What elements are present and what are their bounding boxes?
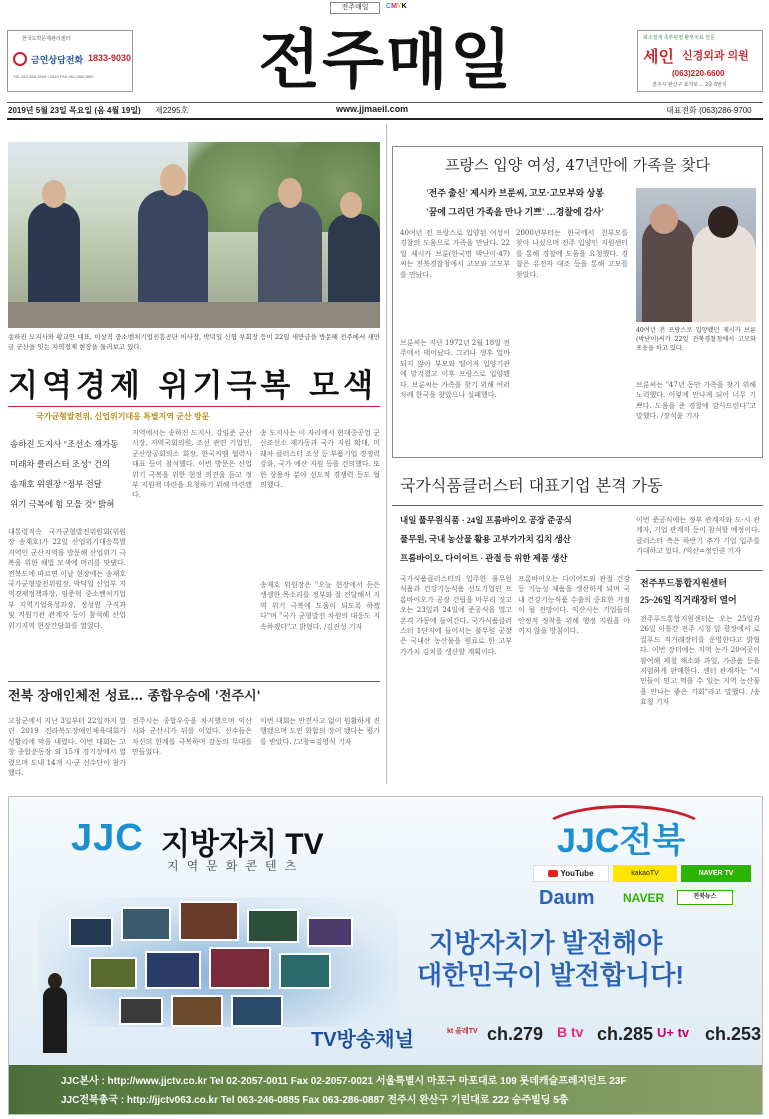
ad-footer-line-1[interactable]: JJC본사 : http://www.jjctv.co.kr Tel 02-2057-0011 Fax 02-2057-0021 서울특별시 마포구 마포대로 109 롯데캐슬프레지던트 23F: [61, 1076, 627, 1087]
website[interactable]: www.jjmaeil.com: [336, 104, 409, 114]
channel-kt-name: kt 올레TV: [447, 1028, 478, 1035]
top-tag: 전주매일: [330, 2, 380, 14]
ad-brand: JJC: [71, 817, 144, 859]
lead-body-3: 송 도지사는 이 자리에서 현대중공업 군산조선소 재가동과 국가 지원 확대, 미래차 클러스터 조성 등 부품기업 경쟁력 강화, 국가 예산 지원 등을 건의했다. 또한 상용차 분야 선도적 경쟁력 등도 협의했다.: [260, 429, 380, 490]
lead-subhead-3: 송재호 위원장 "정부 전달: [10, 479, 102, 489]
right-ad-address: 전주시 완산구 효자로 ... 2층 6번지: [652, 82, 727, 88]
lead-kicker: 국가균형발전위, 신업위기대응 특별지역 군산 방문: [36, 412, 210, 421]
lead-subhead-4: 위기 극복에 힘 모을 것" 밝혀: [10, 499, 115, 509]
right-ad-name: 세인: [643, 49, 674, 66]
right-ad-top: 최소절개 족부관절 환부치료 전문: [643, 35, 715, 41]
lead-subhead-2: 미래차 클러스터 조성" 건의: [10, 459, 111, 469]
presenter-figure: [39, 973, 71, 1053]
left-ad-label: 금연상담전화: [31, 55, 84, 65]
channel-kt[interactable]: [447, 1021, 547, 1051]
ad-footer-line-2[interactable]: JJC전북총국 : http://jjctv063.co.kr Tel 063-246-0885 Fax 063-286-0887 전주시 완산구 기린대로 222 승주빌딩 5층: [61, 1095, 569, 1106]
ad-channel-label: TV방송채널: [311, 1029, 414, 1051]
lead-kicker-rule: [8, 406, 380, 407]
channel-uplus-num: ch.253: [705, 1024, 762, 1044]
color-marks: CMYK: [386, 3, 407, 10]
food-rule: [392, 505, 763, 506]
ad-subtitle: 지역문화콘텐츠: [167, 859, 305, 873]
france-sub-1: '전주 출신' 제시카 브룬씨, 고모·고모부와 상봉: [426, 188, 604, 198]
platform-youtube[interactable]: YouTube: [533, 865, 609, 882]
left-ad[interactable]: [7, 30, 133, 92]
second-body-1: 고창군에서 지난 3일부터 22일까지 열린 2019 전라북도장애인체육대회가 성황리에 막을 내렸다. 이번 대회는 고창 종합운동장 외 15개 경기장에서 열렸으며 도내 14개 시·군 선수단이 참가했다.: [8, 717, 126, 778]
france-sub-2: '꿈에 그리던 가족을 만나 기쁘' …경찰에 감사': [426, 207, 604, 217]
date-bar-top-rule: [7, 102, 763, 103]
platform-naver[interactable]: NAVER: [623, 891, 665, 905]
food-body-3: 이번 준공식에는 정부 관계자와 도·시 관계자, 기업 관계자 등이 참석할 예정이다. 클러스터 측은 하반기 추가 기업 입주를 기대하고 있다. /익산=정인권 기자: [636, 516, 760, 556]
channel-kt-num: ch.279: [487, 1024, 544, 1044]
food-sub-1: 내일 풀무원식품 · 24일 프롬바이오 공장 준공식: [400, 515, 572, 525]
lead-subheads: [10, 434, 119, 514]
france-headline[interactable]: 프랑스 입양 여성, 47년만에 가족을 찾다: [444, 156, 711, 174]
right-ad-phone: (063)220-6600: [672, 69, 725, 78]
channel-uplus-name: U+ tv: [657, 1025, 690, 1040]
masthead-title[interactable]: 전주매일: [258, 24, 514, 98]
platform-jeonbuk-news[interactable]: 전북뉴스: [677, 890, 733, 905]
france-body-4: 브룬씨는 "47년 동안 가족을 찾기 위해 노력했다. 이렇게 만나게 되어 너무 기쁘다. 도움을 준 경찰에 감사드린다"고 말했다. /장석윤 기자: [636, 381, 756, 421]
france-body-3: 2000년부터는 한국에서 친부모를 찾아 나섰으며 전주 입양인 지원센터를 통해 경찰에 도움을 요청했다. 경찰은 유전자 대조 등을 통해 고모를 찾았다.: [516, 229, 628, 279]
lead-body-4: 송재호 위원장은 "오늘 현장에서 듣은 생생한 목소리를 정부와 잘 전달해서 지역 위기 극복에 도움이 되도록 하겠다"며 "국가 균형발전 차원의 대응도 지속하겠다"고 밝혔다. /김진성 기자: [260, 581, 380, 631]
second-headline[interactable]: 전북 장애인체전 성료… 종합우승에 '전주시': [8, 689, 261, 704]
date-bar-bottom-rule: [7, 118, 763, 120]
lead-headline[interactable]: 지역경제 위기극복 모색: [8, 368, 378, 404]
channel-btv-name: B tv: [557, 1024, 584, 1040]
phone: 대표전화 (063)286-9700: [666, 106, 752, 115]
lead-subhead-1: 송하진 도지사 "조선소 재가동: [10, 439, 119, 449]
platform-navertv[interactable]: NAVER TV: [681, 865, 751, 882]
right-ad-sub: 신경외과 의원: [682, 50, 749, 62]
second-body-2: 전주시는 종합우승을 차지했으며 익산시와 군산시가 뒤를 이었다. 선수들은 자신의 한계를 극복하며 감동의 무대를 만들었다.: [132, 717, 252, 757]
lead-photo-caption: 송하진 도지사와 황교안 대표, 이상직 중소벤처기업진흥공단 이사장, 박덕일 신협 부회장 등이 22일 새만금을 방문해 전주에서 새만금 군산을 잇는 지역경제 현장을 둘러보고 있다.: [8, 333, 380, 351]
ad-title: 지방자치 TV: [161, 828, 324, 861]
france-photo: [636, 188, 756, 322]
channel-uplus[interactable]: [657, 1021, 761, 1051]
right-ad[interactable]: [637, 30, 763, 92]
food-body-1: 국가식품클러스터의 입주한 풀무원식품과 건강기능식품 선도기업인 프롬바이오가 공장 건립을 마무리 짓고 오는 23일과 24일에 준공식을 열고 본격 가동에 들어간다. 국가식품클러스터 1단지에 들어서는 풀무원 공장은 국내산 농산물을 원료로 한 고부가가치 김치를 생산할 계획이다.: [400, 575, 512, 656]
lead-photo: [8, 142, 380, 328]
issue-no: 제2295호: [155, 106, 189, 115]
side-headline-1[interactable]: 전주푸드통합지원센터: [640, 578, 727, 588]
platform-kakaotv[interactable]: kakaoTV: [613, 865, 677, 882]
bottom-ad[interactable]: [8, 796, 763, 1115]
lead-body-2: 지역에서는 송하진 도지사, 강임준 군산시장, 지역국회의원, 조선 관련 기업인, 군산상공회의소 회장, 한국지엠 협력사 대표 등이 참석했다. 이번 방문은 산업위기 극복을 위한 현장 의견을 듣고 정부 지원책 마련을 요청하기 위해 마련됐다.: [132, 429, 252, 500]
left-ad-number: 1833-9030: [88, 53, 132, 63]
food-subs: [400, 511, 620, 568]
channel-btv-num: ch.285: [597, 1024, 654, 1044]
screen-collage: [29, 887, 409, 1037]
food-body-2: 프롬바이오는 다이어트와 관절 건강 등 기능성 제품을 생산하게 되며 국내 건강기능식품 수출의 중요한 거점이 될 전망이다. 익산시는 기업들의 안정적 정착을 위해 행정 지원을 아끼지 않을 방침이다.: [518, 575, 630, 636]
france-body-1: 40여년 전 프랑스로 입양된 여성이 경찰의 도움으로 가족을 만났다. 22일 제시카 브룬(한국명 박난이·47)씨는 전북경찰청에서 고모와 고모부를 만났다.: [400, 229, 510, 279]
center-divider: [386, 124, 387, 784]
youtube-icon: [548, 870, 558, 877]
france-body-2: 브룬씨는 지난 1972년 2월 18일 전주에서 태어났다. 그러나 생후 얼마 되지 않아 부모와 떨어져 입양기관에 맡겨졌고 이후 프랑스로 입양됐다. 브룬씨는 가족을 찾기 위해 여러 차례 한국을 찾았으나 실패했다.: [400, 339, 510, 400]
second-body-3: 이번 대회는 안전사고 없이 원활하게 진행됐으며 도민 화합의 장이 됐다는 평가를 받았다. /고창=김영식 기자: [260, 717, 380, 746]
platform-daum[interactable]: Daum: [539, 887, 595, 909]
date-line: 2019년 5월 23일 목요일 (음 4월 19일): [8, 106, 141, 115]
second-story-rule: [8, 681, 380, 682]
ad-slogan-1: 지방자치가 발전해야: [429, 928, 663, 958]
lead-body-1: 대통령직속 국가균형발전위원회(위원장 송재호)가 22일 산업위기대응특별지역인 군산지역을 방문해 산업위기 극복을 위한 해법 모색에 머리를 맞댔다. 전북도에 따르면 이날 현장에는 송재호 국가균형발전위원장, 박덕일 산업부 지역경제정책과장, 임준혁 중소벤처기업부 지역기업육성과장, 정성원 구직과 및 지원기관 관계자 등이 참석해 산업위기지역 현장간담회를 열었다.: [8, 528, 126, 630]
food-sub-2: 풀무원, 국내 농산물 활용 고부가가치 김치 생산: [400, 534, 571, 544]
jjc-swoosh-icon: [539, 805, 709, 861]
no-smoking-icon: [13, 52, 27, 66]
side-rule: [636, 570, 763, 571]
side-body: 전주푸드통합지원센터는 오는 25일과 26일 이틀간 전주 시청 앞 광장에서 로컬푸드 직거래장터를 운영한다고 밝혔다. 이번 장터에는 지역 농가 20여곳이 참여해 제철 채소와 과일, 가공품 등을 저렴하게 판매한다. 센터 관계자는 "시민들이 믿고 먹을 수 있는 지역 농산물을 만나는 좋은 기회"라고 말했다. /송효철 기자: [640, 615, 760, 707]
side-headline-2[interactable]: 25~26일 직거래장터 열어: [640, 595, 737, 605]
france-photo-caption: 40여년 전 프랑스로 입양됐던 제시카 브룬(박난이)씨가 22일 전북경찰청에서 고모와 포옹을 하고 있다.: [636, 327, 756, 352]
left-ad-top: 한국도박문제관리센터: [22, 36, 71, 42]
left-ad-small: TEL 062-958-0909 • 2610 FAX 062-958-0809: [13, 74, 94, 79]
food-headline[interactable]: 국가식품클러스터 대표기업 본격 가동: [400, 476, 663, 495]
ad-slogan-2: 대한민국이 발전합니다!: [417, 960, 685, 990]
food-sub-3: 프롬바이오, 다이어트 · 관절 등 위한 제품 생산: [400, 553, 568, 563]
ad-right-brand: JJC전북: [557, 822, 686, 860]
channel-btv[interactable]: [557, 1021, 657, 1051]
